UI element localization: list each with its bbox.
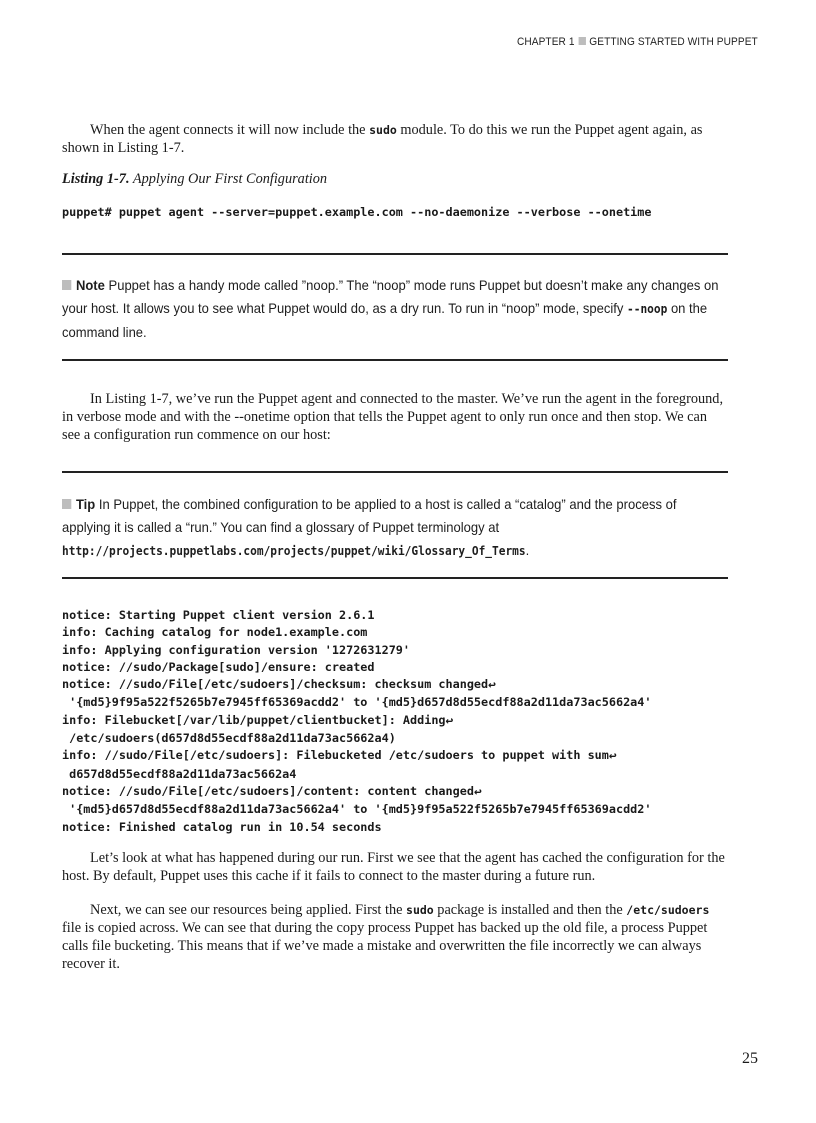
chapter-title: GETTING STARTED WITH PUPPET	[589, 36, 758, 48]
paragraph-run-analysis: Let’s look at what has happened during our run. First we see that the agent has cached the configuration for the host. By default, Puppet uses this cache if it fails to connect to the master during a future run.	[62, 850, 725, 884]
glossary-url: http://projects.puppetlabs.com/projects/puppet/wiki/Glossary_Of_Terms	[62, 544, 526, 558]
page-number: 25	[742, 1050, 758, 1067]
note-bottom-rule	[62, 359, 728, 361]
paragraph-intro-text: When the agent connects it will now include the	[90, 122, 370, 138]
chapter-label: CHAPTER 1	[517, 36, 575, 48]
note-label: Note	[75, 277, 105, 293]
code-line: '{md5}d657d8d55ecdf88a2d11da73ac5662a4' to '{md5}9f95a522f5265b7e7945ff65369acdd2'	[62, 802, 652, 817]
command-line: puppet# puppet agent --server=puppet.example.com --no-daemonize --verbose --onetime	[62, 205, 652, 219]
line-continuation-icon: ↩	[473, 784, 482, 800]
separator-square-icon	[578, 37, 585, 45]
paragraph-intro	[62, 121, 727, 157]
tip-sidebar	[62, 493, 728, 563]
code-line: info: Filebucket[/var/lib/puppet/clientbucket]: Adding	[62, 712, 446, 727]
code-line: info: Applying configuration version '1272631279'	[62, 642, 411, 657]
tip-label: Tip	[75, 496, 96, 512]
tip-text-end: .	[525, 542, 530, 558]
listing-caption	[62, 171, 327, 188]
line-continuation-icon: ↩	[608, 749, 617, 765]
code-line: notice: //sudo/Package[sudo]/ensure: created	[62, 659, 375, 674]
code-line: notice: //sudo/File[/etc/sudoers]/content: content changed	[62, 783, 474, 798]
code-line: notice: Finished catalog run in 10.54 seconds	[62, 819, 382, 834]
note-sidebar	[62, 274, 728, 344]
code-line: info: Caching catalog for node1.example.com	[62, 625, 368, 640]
inline-code-noop: --noop	[627, 302, 668, 316]
tip-text: In Puppet, the combined configuration to be applied to a host is called a “catalog” and the process of applying it is called a “run.” You can find a glossary of Puppet terminology at	[62, 496, 677, 535]
paragraph-resources-text: Next, we can see our resources being applied. First the	[90, 902, 407, 918]
note-text-end: on the command line.	[62, 300, 708, 340]
paragraph-resources-applied	[62, 901, 727, 973]
code-line: '{md5}9f95a522f5265b7e7945ff65369acdd2' to '{md5}d657d8d55ecdf88a2d11da73ac5662a4'	[62, 695, 652, 710]
paragraph-resources-text-mid: package is installed and then the	[433, 902, 627, 918]
tip-square-icon	[62, 499, 71, 509]
running-header	[517, 36, 758, 48]
inline-code-sudo-package: sudo	[406, 903, 434, 917]
listing-title: Applying Our First Configuration	[129, 171, 328, 187]
agent-output-code-block	[62, 607, 652, 836]
paragraph-listing-explanation: In Listing 1-7, we’ve run the Puppet agent and connected to the master. We’ve run the agent in the foreground, in verbose mode and with the --onetime option that tells the Puppet agent to only run once and then stop. We can see a configuration run commence on our host:	[62, 391, 724, 443]
note-top-rule	[62, 253, 728, 255]
listing-label: Listing 1-7.	[62, 171, 130, 187]
paragraph-intro-text-end: module. To do this we run the Puppet agent again, as shown in Listing 1-7.	[62, 122, 703, 156]
code-line: d657d8d55ecdf88a2d11da73ac5662a4	[62, 766, 297, 781]
inline-code-sudoers-path: /etc/sudoers	[626, 903, 710, 917]
code-line: notice: //sudo/File[/etc/sudoers]/checksum: checksum changed	[62, 677, 489, 692]
inline-code-sudo: sudo	[369, 123, 397, 137]
note-text: Puppet has a handy mode called ”noop.” The “noop” mode runs Puppet but doesn’t make any changes on your host. It allows you to see what Puppet would do, as a dry run. To run in “noop” mode, specify	[62, 277, 719, 316]
paragraph-resources-text-end: file is copied across. We can see that during the copy process Puppet has backed up the old file, a process Puppet calls file bucketing. This means that if we’ve made a mistake and overwritten the file incorrectly we can always recover it.	[62, 920, 708, 972]
code-line: /etc/sudoers(d657d8d55ecdf88a2d11da73ac5662a4)	[62, 731, 396, 746]
tip-top-rule	[62, 471, 728, 473]
line-continuation-icon: ↩	[445, 713, 454, 729]
tip-bottom-rule	[62, 577, 728, 579]
line-continuation-icon: ↩	[488, 678, 496, 694]
code-line: info: //sudo/File[/etc/sudoers]: Filebucketed /etc/sudoers to puppet with sum	[62, 748, 609, 763]
code-line: notice: Starting Puppet client version 2.6.1	[62, 608, 375, 622]
note-square-icon	[62, 280, 71, 290]
